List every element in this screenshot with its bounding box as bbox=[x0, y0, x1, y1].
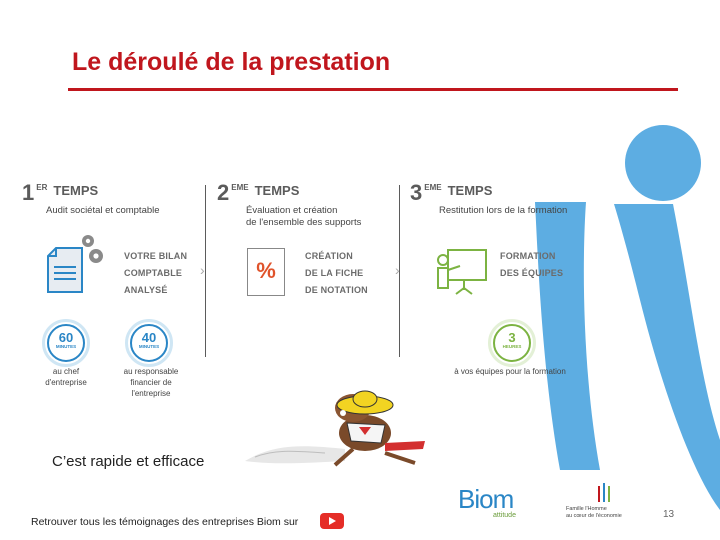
duration-badge-60: 60 MINUTES bbox=[42, 319, 90, 367]
step-bilan-text: VOTRE BILAN COMPTABLE ANALYSÉ bbox=[124, 251, 188, 295]
percent-card-icon: % bbox=[247, 248, 285, 296]
step-fiche-text: CRÉATION DE LA FICHE DE NOTATION bbox=[305, 251, 368, 295]
blue-right-stroke-shape bbox=[614, 204, 720, 510]
slide-title: Le déroulé de la prestation bbox=[72, 48, 391, 76]
duration-badge-40: 40 MINUTES bbox=[125, 319, 173, 367]
blue-dot-shape bbox=[625, 125, 701, 201]
phase-2-header: 2 $^{EME}$ $^{TEMPS}$ bbox=[217, 180, 300, 205]
document-icon bbox=[48, 248, 82, 292]
badge-3-label: à vos équipes pour la formation bbox=[454, 367, 566, 376]
caption-text: C’est rapide et efficace bbox=[52, 453, 205, 470]
title-underline bbox=[68, 88, 678, 91]
gear-icon bbox=[82, 235, 103, 263]
phase-1-subtitle: Audit sociétal et comptable bbox=[46, 205, 160, 216]
biom-logo: Biom bbox=[458, 484, 514, 514]
famille-logo-text: Famille l'Homme au cœur de l'économie bbox=[566, 506, 622, 519]
phase-2-subtitle: Évaluation et création de l'ensemble des supports bbox=[246, 205, 362, 228]
blue-left-stroke-shape bbox=[535, 202, 600, 470]
phase-1-word: TEMPS bbox=[53, 183, 99, 198]
cartoon-mouse-illustration bbox=[235, 383, 435, 473]
badge-40-label: au responsable financier de l'entreprise bbox=[123, 367, 179, 398]
phase-separator bbox=[205, 185, 206, 357]
step-formation-text: FORMATION DES ÉQUIPES bbox=[500, 251, 564, 278]
footer-text: Retrouver tous les témoignages des entreprises Biom sur bbox=[31, 516, 299, 528]
youtube-icon[interactable] bbox=[320, 513, 344, 529]
famille-logo-mark bbox=[596, 482, 616, 504]
duration-badge-3: 3 HEURES bbox=[488, 319, 536, 367]
chevron-right-icon: › bbox=[395, 262, 400, 278]
presentation-icon bbox=[434, 248, 490, 298]
phase-3-header: 3 $^{EME}$ $^{TEMPS}$ bbox=[410, 180, 493, 205]
biom-logo-subtitle: attitude bbox=[493, 512, 516, 519]
chevron-right-icon: › bbox=[200, 262, 205, 278]
phase-1-header bbox=[22, 180, 98, 206]
phase-1-number: 1 $^{ER}$ bbox=[22, 180, 48, 205]
page-number: 13 bbox=[663, 509, 675, 520]
badge-60-label: au chef d'entreprise bbox=[45, 367, 87, 387]
document-gear-icon bbox=[44, 232, 108, 298]
phase-3-subtitle: Restitution lors de la formation bbox=[439, 205, 568, 216]
